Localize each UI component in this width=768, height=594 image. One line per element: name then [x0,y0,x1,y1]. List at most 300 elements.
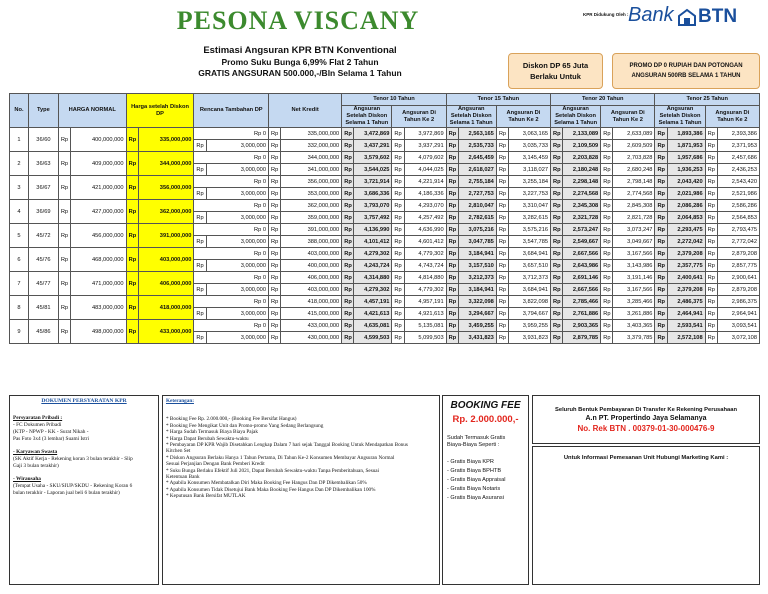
payment-account-number: No. Rek BTN . 00379-01-30-000476-9 [577,424,715,433]
cell-rp: Rp [269,332,281,344]
header-sub-diskon: Angsuran Setelah Diskon Selama 1 Tahun [342,106,392,128]
cell-rp: Rp [392,236,404,248]
cell-rp: Rp [496,140,508,152]
cell-no: 6 [10,248,29,272]
cell-net-kredit: 430,000,000 [281,332,342,344]
documents-line: (Tempat Usaha - SKU/SIUP/SKDU - Rekening Koran 6 [13,483,133,489]
cell-type: 45/76 [28,248,58,272]
cell-rp: Rp [496,272,508,284]
booking-list-item: - Gratis Biaya Appraisal [447,477,506,483]
cell-tambahan-dp: Rp 0 [194,224,269,236]
cell-rp: Rp [551,152,563,164]
cell-tambahan-dp: 3,000,000 [206,164,268,176]
keterangan-item: * Apabila Konsumen Tidak Disetujui Bank Maka Booking Fee Hangus Dan DP Dikembalikan 100% [166,486,376,493]
table-row [10,200,760,212]
cell-net-kredit: 391,000,000 [281,224,342,236]
header-sub-ke2: Angsuran Di Tahun Ke 2 [705,106,759,128]
keterangan-title: Keterangan: [166,398,194,404]
cell-tambahan-dp: 3,000,000 [206,332,268,344]
cell-rp: Rp [655,284,667,296]
header-harga-diskon: Harga setelah Diskon DP [126,94,194,128]
cell-angsuran-diskon: 2,464,941 [667,308,705,320]
cell-net-kredit: 415,000,000 [281,308,342,320]
keterangan-item: Ketentuan Bank [166,474,200,481]
cell-tambahan-dp: 3,000,000 [206,140,268,152]
cell-angsuran-ke2: 2,543,420 [717,176,759,188]
kpr-supported-label: KPR Didukung Oleh : [583,12,629,17]
cell-harga-diskon: 344,000,000 [138,152,194,176]
cell-angsuran-diskon: 2,879,785 [563,332,601,344]
cell-rp: Rp [269,152,281,164]
documents-section-pribadi: Persyaratan Pribadi : [13,415,63,421]
cell-angsuran-diskon: 2,321,728 [563,212,601,224]
cell-angsuran-ke2: 2,633,089 [613,128,655,140]
cell-rp: Rp [601,248,613,260]
cell-no: 9 [10,320,29,344]
cell-angsuran-ke2: 3,931,823 [509,332,551,344]
cell-rp: Rp [496,332,508,344]
cell-tambahan-dp: Rp 0 [194,248,269,260]
cell-angsuran-ke2: 2,521,986 [717,188,759,200]
cell-rp: Rp [58,152,70,176]
cell-rp: Rp [126,272,138,296]
cell-net-kredit: 359,000,000 [281,212,342,224]
cell-angsuran-ke2: 3,972,869 [404,128,446,140]
cell-angsuran-ke2: 4,779,302 [404,284,446,296]
booking-box [442,395,529,585]
cell-no: 3 [10,176,29,200]
cell-rp: Rp [601,332,613,344]
cell-rp: Rp [496,200,508,212]
cell-tambahan-dp: Rp 0 [194,200,269,212]
cell-angsuran-ke2: 4,601,412 [404,236,446,248]
keterangan-box [162,395,440,585]
cell-rp: Rp [551,284,563,296]
cell-angsuran-diskon: 2,782,615 [458,212,496,224]
cell-harga-diskon: 433,000,000 [138,320,194,344]
cell-angsuran-diskon: 1,936,253 [667,164,705,176]
cell-rp: Rp [705,320,717,332]
cell-harga-normal: 400,000,000 [71,128,127,152]
cell-rp: Rp [551,248,563,260]
cell-type: 45/86 [28,320,58,344]
cell-rp: Rp [58,128,70,152]
header-sub-ke2: Angsuran Di Tahun Ke 2 [392,106,446,128]
cell-rp: Rp [446,308,458,320]
cell-angsuran-diskon: 2,755,184 [458,176,496,188]
cell-rp: Rp [551,140,563,152]
cell-net-kredit: 400,000,000 [281,260,342,272]
documents-line: Pas Foto 3x4 (3 lembar) Suami Istri [13,436,89,442]
cell-angsuran-diskon: 3,757,492 [354,212,392,224]
cell-rp: Rp [269,308,281,320]
booking-text-line: Biaya-Biaya Seperti : [447,442,500,448]
cell-angsuran-ke2: 3,684,941 [509,284,551,296]
cell-rp: Rp [194,308,206,320]
cell-angsuran-diskon: 2,761,886 [563,308,601,320]
documents-section-wirausaha: - Wirausaha [13,476,41,482]
cell-rp: Rp [705,164,717,176]
cell-rp: Rp [269,188,281,200]
cell-rp: Rp [496,236,508,248]
cell-harga-normal: 468,000,000 [71,248,127,272]
cell-rp: Rp [655,188,667,200]
cell-angsuran-ke2: 3,285,466 [613,296,655,308]
cell-angsuran-diskon: 3,322,098 [458,296,496,308]
cell-angsuran-ke2: 3,261,886 [613,308,655,320]
cell-rp: Rp [392,164,404,176]
cell-harga-normal: 498,000,000 [71,320,127,344]
cell-tambahan-dp: 3,000,000 [206,260,268,272]
cell-rp: Rp [601,320,613,332]
cell-rp: Rp [126,224,138,248]
cell-angsuran-diskon: 2,345,308 [563,200,601,212]
cell-angsuran-diskon: 3,157,510 [458,260,496,272]
cell-rp: Rp [496,320,508,332]
cell-angsuran-ke2: 4,957,191 [404,296,446,308]
cell-rp: Rp [655,248,667,260]
cell-angsuran-ke2: 3,072,108 [717,332,759,344]
cell-tambahan-dp: 3,000,000 [206,212,268,224]
cell-rp: Rp [392,224,404,236]
cell-angsuran-ke2: 3,167,566 [613,248,655,260]
header-sub-diskon: Angsuran Setelah Diskon Selama 1 Tahun [655,106,705,128]
cell-rp: Rp [601,128,613,140]
cell-rp: Rp [551,128,563,140]
keterangan-item: * Apabila Konsumen Membatalkan Diri Maka Booking Fee Hangus Dan DP Dikembalikan 50% [166,480,367,487]
cell-no: 4 [10,200,29,224]
cell-angsuran-diskon: 2,645,459 [458,152,496,164]
cell-rp: Rp [551,272,563,284]
cell-angsuran-diskon: 2,903,365 [563,320,601,332]
payment-line1: Seluruh Bentuk Pembayaran Di Transfer Ke Rekening Perusahaan [554,407,738,413]
cell-rp: Rp [496,308,508,320]
cell-angsuran-diskon: 2,810,047 [458,200,496,212]
cell-rp: Rp [601,272,613,284]
table-row [10,176,760,188]
cell-rp: Rp [269,140,281,152]
cell-angsuran-diskon: 1,957,686 [667,152,705,164]
cell-harga-diskon: 403,000,000 [138,248,194,272]
cell-angsuran-diskon: 2,274,568 [563,188,601,200]
header-tenor-15: Tenor 15 Tahun [446,94,550,106]
cell-angsuran-diskon: 3,184,941 [458,248,496,260]
cell-rp: Rp [269,212,281,224]
cell-rp: Rp [392,212,404,224]
cell-rp: Rp [705,296,717,308]
cell-angsuran-ke2: 3,282,615 [509,212,551,224]
cell-angsuran-ke2: 4,814,880 [404,272,446,284]
cell-angsuran-ke2: 2,964,941 [717,308,759,320]
cell-harga-normal: 421,000,000 [71,176,127,200]
cell-rp: Rp [269,164,281,176]
cell-angsuran-ke2: 3,657,510 [509,260,551,272]
cell-rp: Rp [655,164,667,176]
cell-angsuran-diskon: 3,721,914 [354,176,392,188]
cell-rp: Rp [496,248,508,260]
cell-rp: Rp [655,308,667,320]
cell-rp: Rp [58,176,70,200]
booking-list-item: - Gratis Biaya Asuransi [447,495,504,501]
cell-angsuran-diskon: 2,379,208 [667,284,705,296]
cell-net-kredit: 388,000,000 [281,236,342,248]
cell-net-kredit: 332,000,000 [281,140,342,152]
header-tenor-25: Tenor 25 Tahun [655,94,760,106]
cell-rp: Rp [705,332,717,344]
booking-title: BOOKING FEE [450,400,521,411]
cell-angsuran-diskon: 2,180,248 [563,164,601,176]
cell-rp: Rp [705,260,717,272]
cell-net-kredit: 353,000,000 [281,188,342,200]
cell-angsuran-diskon: 2,021,986 [667,188,705,200]
cell-angsuran-diskon: 3,793,070 [354,200,392,212]
cell-rp: Rp [269,176,281,188]
cell-rp: Rp [496,128,508,140]
cell-rp: Rp [269,224,281,236]
cell-rp: Rp [126,128,138,152]
cell-angsuran-ke2: 3,547,785 [509,236,551,248]
cell-rp: Rp [392,188,404,200]
cell-rp: Rp [194,236,206,248]
cell-tambahan-dp: Rp 0 [194,176,269,188]
cell-rp: Rp [601,308,613,320]
keterangan-item: * Booking Fee Rp. 2.000.000,- (Booking Fee Bersifat Hangus) [166,416,297,423]
cell-angsuran-diskon: 4,457,191 [354,296,392,308]
table-row [10,320,760,332]
cell-angsuran-ke2: 3,143,986 [613,260,655,272]
cell-angsuran-ke2: 3,937,291 [404,140,446,152]
subtitle-gratis: GRATIS ANGSURAN 500.000,-/Bln Selama 1 Tahun [198,68,402,78]
cell-angsuran-diskon: 2,064,853 [667,212,705,224]
cell-rp: Rp [446,128,458,140]
cell-angsuran-diskon: 2,549,667 [563,236,601,248]
header-tenor-10: Tenor 10 Tahun [342,94,446,106]
cell-harga-diskon: 356,000,000 [138,176,194,200]
cell-angsuran-ke2: 3,227,753 [509,188,551,200]
cell-angsuran-ke2: 4,743,724 [404,260,446,272]
cell-rp: Rp [655,320,667,332]
cell-angsuran-ke2: 3,575,216 [509,224,551,236]
cell-rp: Rp [392,140,404,152]
cell-rp: Rp [58,224,70,248]
cell-rp: Rp [496,284,508,296]
cell-rp: Rp [496,260,508,272]
cell-rp: Rp [601,260,613,272]
cell-angsuran-ke2: 2,680,248 [613,164,655,176]
cell-net-kredit: 406,000,000 [281,272,342,284]
subtitle-estimasi: Estimasi Angsuran KPR BTN Konventional [203,45,397,56]
cell-rp: Rp [655,296,667,308]
cell-angsuran-ke2: 2,609,509 [613,140,655,152]
table-row [10,152,760,164]
cell-rp: Rp [126,152,138,176]
cell-angsuran-diskon: 1,893,386 [667,128,705,140]
cell-rp: Rp [446,296,458,308]
keterangan-item: * Harga Dapat Berubah Sewaktu-waktu [166,435,249,442]
cell-rp: Rp [392,272,404,284]
cell-angsuran-diskon: 2,572,108 [667,332,705,344]
cell-angsuran-ke2: 2,586,286 [717,200,759,212]
cell-angsuran-ke2: 2,703,828 [613,152,655,164]
cell-angsuran-diskon: 2,691,146 [563,272,601,284]
cell-angsuran-diskon: 4,243,724 [354,260,392,272]
cell-rp: Rp [705,140,717,152]
cell-rp: Rp [392,200,404,212]
cell-no: 1 [10,128,29,152]
cell-tambahan-dp: Rp 0 [194,128,269,140]
cell-type: 36/67 [28,176,58,200]
cell-harga-normal: 483,000,000 [71,296,127,320]
documents-section-karyawan: - Karyawan Swasta [13,449,58,455]
subtitle-promo: Promo Suku Bunga 6,99% Flat 2 Tahun [221,57,379,67]
cell-net-kredit: 433,000,000 [281,320,342,332]
cell-net-kredit: 356,000,000 [281,176,342,188]
cell-rp: Rp [655,224,667,236]
cell-angsuran-ke2: 3,118,027 [509,164,551,176]
cell-angsuran-ke2: 4,921,613 [404,308,446,320]
table-body [10,128,760,344]
page-title: PESONA VISCANY [176,6,420,35]
cell-angsuran-ke2: 4,779,302 [404,248,446,260]
cell-rp: Rp [705,200,717,212]
cell-rp: Rp [446,272,458,284]
cell-rp: Rp [446,152,458,164]
cell-angsuran-diskon: 2,535,733 [458,140,496,152]
cell-angsuran-ke2: 3,093,541 [717,320,759,332]
cell-rp: Rp [601,164,613,176]
cell-rp: Rp [58,296,70,320]
cell-rp: Rp [705,212,717,224]
cell-net-kredit: 362,000,000 [281,200,342,212]
header-type: Type [28,94,58,128]
cell-rp: Rp [601,284,613,296]
cell-angsuran-ke2: 2,772,042 [717,236,759,248]
cell-rp: Rp [194,140,206,152]
cell-rp: Rp [446,176,458,188]
cell-rp: Rp [496,176,508,188]
bank-logo-text: Bank [628,4,674,26]
cell-rp: Rp [496,212,508,224]
cell-angsuran-diskon: 4,136,990 [354,224,392,236]
cell-rp: Rp [342,140,354,152]
cell-rp: Rp [446,236,458,248]
booking-list-item: - Gratis Biaya BPHTB [447,468,502,474]
cell-rp: Rp [342,176,354,188]
cell-angsuran-diskon: 2,298,148 [563,176,601,188]
cell-rp: Rp [601,188,613,200]
cell-angsuran-ke2: 3,959,255 [509,320,551,332]
cell-rp: Rp [194,284,206,296]
cell-rp: Rp [496,152,508,164]
cell-tambahan-dp: 3,000,000 [206,284,268,296]
cell-tambahan-dp: Rp 0 [194,320,269,332]
booking-price: Rp. 2.000.000,- [452,414,519,425]
cell-angsuran-ke2: 3,255,184 [509,176,551,188]
cell-type: 45/81 [28,296,58,320]
keterangan-item: * Keputusan Bank Bersifat MUTLAK [166,493,246,500]
cell-rp: Rp [342,152,354,164]
cell-rp: Rp [705,284,717,296]
cell-angsuran-diskon: 4,421,613 [354,308,392,320]
cell-angsuran-ke2: 2,986,375 [717,296,759,308]
cell-rp: Rp [126,248,138,272]
cell-angsuran-diskon: 4,635,081 [354,320,392,332]
cell-rp: Rp [392,176,404,188]
documents-line: - FC Dokumen Pribadi [13,422,62,428]
cell-rp: Rp [342,224,354,236]
cell-rp: Rp [342,296,354,308]
cell-angsuran-ke2: 3,145,459 [509,152,551,164]
cell-rp: Rp [269,296,281,308]
cell-rp: Rp [705,188,717,200]
cell-angsuran-ke2: 3,684,941 [509,248,551,260]
cell-angsuran-diskon: 3,437,291 [354,140,392,152]
cell-angsuran-diskon: 3,184,941 [458,284,496,296]
cell-tambahan-dp: Rp 0 [194,296,269,308]
cell-rp: Rp [655,272,667,284]
cell-rp: Rp [601,296,613,308]
cell-angsuran-ke2: 4,079,602 [404,152,446,164]
cell-rp: Rp [342,260,354,272]
cell-rp: Rp [446,212,458,224]
cell-angsuran-diskon: 3,431,823 [458,332,496,344]
cell-net-kredit: 403,000,000 [281,284,342,296]
cell-angsuran-diskon: 2,133,089 [563,128,601,140]
cell-angsuran-diskon: 3,544,025 [354,164,392,176]
cell-rp: Rp [655,212,667,224]
cell-angsuran-diskon: 2,618,027 [458,164,496,176]
cell-rp: Rp [705,308,717,320]
booking-list-item: - Gratis Biaya Notaris [447,486,501,492]
cell-rp: Rp [601,200,613,212]
cell-angsuran-diskon: 2,486,375 [667,296,705,308]
cell-angsuran-diskon: 2,563,165 [458,128,496,140]
cell-angsuran-diskon: 2,272,042 [667,236,705,248]
cell-rp: Rp [269,248,281,260]
cell-rp: Rp [551,164,563,176]
cell-angsuran-diskon: 2,667,566 [563,248,601,260]
cell-rp: Rp [446,188,458,200]
cell-rp: Rp [655,128,667,140]
cell-angsuran-ke2: 4,044,025 [404,164,446,176]
cell-rp: Rp [705,224,717,236]
cell-rp: Rp [342,332,354,344]
cell-rp: Rp [342,212,354,224]
payment-account-name: A.n PT. Propertindo Jaya Selamanya [585,415,707,422]
booking-text-line: Sudah Termasuk Gratis [447,435,506,441]
cell-net-kredit: 344,000,000 [281,152,342,164]
cell-angsuran-diskon: 2,643,986 [563,260,601,272]
cell-angsuran-diskon: 2,400,641 [667,272,705,284]
cell-rp: Rp [705,272,717,284]
cell-rp: Rp [194,332,206,344]
keterangan-item: * Suku Bunga Berlaku Efektif Juli 2021, Dapat Berubah Sewaktu-waktu Tanpa Pemberitahuan, Sesuai [166,467,380,474]
cell-angsuran-ke2: 4,221,914 [404,176,446,188]
cell-angsuran-diskon: 3,047,785 [458,236,496,248]
table-row [10,248,760,260]
header-sub-ke2: Angsuran Di Tahun Ke 2 [496,106,550,128]
cell-tambahan-dp: Rp 0 [194,152,269,164]
cell-rp: Rp [551,296,563,308]
header-sub-diskon: Angsuran Setelah Diskon Selama 1 Tahun [551,106,601,128]
cell-rp: Rp [58,200,70,224]
cell-angsuran-diskon: 2,357,775 [667,260,705,272]
cell-angsuran-diskon: 2,785,466 [563,296,601,308]
cell-angsuran-ke2: 5,099,503 [404,332,446,344]
cell-angsuran-ke2: 2,857,775 [717,260,759,272]
cell-rp: Rp [601,224,613,236]
cell-rp: Rp [551,176,563,188]
